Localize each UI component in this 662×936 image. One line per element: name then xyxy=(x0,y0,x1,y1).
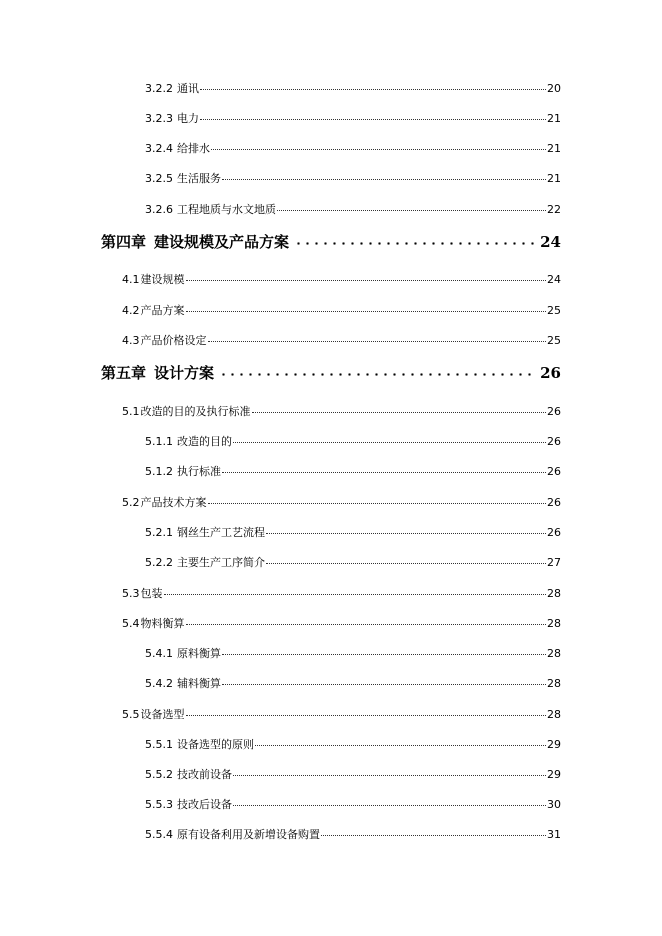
toc-entry-5-2[interactable] xyxy=(122,494,561,510)
toc-page-number: 20 xyxy=(547,82,561,95)
dot-leader xyxy=(233,767,546,778)
toc-number: 5.4.2 xyxy=(145,677,173,690)
chapter-title: 建设规模及产品方案 xyxy=(154,232,290,251)
toc-entry-3-2-2[interactable] xyxy=(145,80,561,96)
toc-title: 设备选型的原则 xyxy=(177,738,254,751)
toc-title: 给排水 xyxy=(177,142,210,155)
toc-page-number: 21 xyxy=(547,142,561,155)
toc-number: 5.5.2 xyxy=(145,768,173,781)
dot-leader xyxy=(211,141,546,152)
toc-entry-5-4-2[interactable] xyxy=(145,675,561,691)
toc-number: 5.2 xyxy=(122,496,140,509)
toc-number: 5.5 xyxy=(122,708,140,721)
toc-number: 5.5.4 xyxy=(145,828,173,841)
toc-page-number: 22 xyxy=(547,203,561,216)
dot-leader xyxy=(186,707,547,718)
toc-number: 4.1 xyxy=(122,273,140,286)
toc-entry-5-5-3[interactable] xyxy=(145,796,561,812)
dot-leader xyxy=(266,525,546,536)
toc-title: 改造的目的及执行标准 xyxy=(140,405,251,418)
toc-title: 产品技术方案 xyxy=(140,496,207,509)
dot-leader xyxy=(290,230,539,247)
toc-page-number: 31 xyxy=(547,828,561,841)
toc-entry-5-1[interactable] xyxy=(122,403,561,419)
toc-title: 技改前设备 xyxy=(177,768,232,781)
toc-entry-5-1-1[interactable] xyxy=(145,433,561,449)
toc-number: 5.1.2 xyxy=(145,465,173,478)
dot-leader xyxy=(164,586,547,597)
toc-title: 辅料衡算 xyxy=(177,677,221,690)
toc-number: 5.3 xyxy=(122,587,140,600)
toc-number: 5.2.1 xyxy=(145,526,173,539)
toc-number: 5.5.3 xyxy=(145,798,173,811)
toc-entry-4-3[interactable] xyxy=(122,332,561,348)
toc-title: 技改后设备 xyxy=(177,798,232,811)
toc-page-number: 29 xyxy=(547,738,561,751)
dot-leader xyxy=(215,361,539,378)
toc-number: 4.3 xyxy=(122,334,140,347)
toc-entry-5-5[interactable] xyxy=(122,706,561,722)
toc-page-number: 26 xyxy=(547,526,561,539)
toc-number: 5.5.1 xyxy=(145,738,173,751)
toc-title: 生活服务 xyxy=(177,172,221,185)
toc-page-number: 28 xyxy=(547,587,561,600)
toc-title: 产品方案 xyxy=(140,304,185,317)
toc-number: 3.2.2 xyxy=(145,82,173,95)
toc-entry-3-2-5[interactable] xyxy=(145,170,561,186)
toc-title: 工程地质与水文地质 xyxy=(177,203,276,216)
toc-entry-5-5-4[interactable] xyxy=(145,826,561,842)
toc-entry-4-1[interactable] xyxy=(122,271,561,287)
dot-leader xyxy=(277,202,546,213)
toc-title: 包装 xyxy=(140,587,163,600)
toc-entry-3-2-4[interactable] xyxy=(145,140,561,156)
dot-leader xyxy=(233,434,546,445)
toc-entry-5-5-2[interactable] xyxy=(145,766,561,782)
toc-page-number: 26 xyxy=(547,405,561,418)
toc-number: 3.2.3 xyxy=(145,112,173,125)
toc-number: 5.4.1 xyxy=(145,647,173,660)
toc-page-number: 29 xyxy=(547,768,561,781)
toc-title: 通讯 xyxy=(177,82,199,95)
toc-title: 建设规模 xyxy=(140,273,185,286)
dot-leader xyxy=(222,464,546,475)
dot-leader xyxy=(186,303,547,314)
toc-entry-5-1-2[interactable] xyxy=(145,463,561,479)
toc-title: 原料衡算 xyxy=(177,647,221,660)
toc-title: 主要生产工序简介 xyxy=(177,556,265,569)
toc-title: 产品价格设定 xyxy=(140,334,207,347)
toc-page-number: 30 xyxy=(547,798,561,811)
toc-entry-3-2-3[interactable] xyxy=(145,110,561,126)
dot-leader xyxy=(233,797,546,808)
toc-page-number: 24 xyxy=(547,273,561,286)
dot-leader xyxy=(186,272,547,283)
chapter-number: 第四章 xyxy=(101,232,147,251)
toc-number: 5.1.1 xyxy=(145,435,173,448)
toc-number: 3.2.6 xyxy=(145,203,173,216)
toc-title: 原有设备利用及新增设备购置 xyxy=(177,828,320,841)
toc-title: 钢丝生产工艺流程 xyxy=(177,526,265,539)
dot-leader xyxy=(200,81,546,92)
toc-title: 电力 xyxy=(177,112,199,125)
toc-number: 5.1 xyxy=(122,405,140,418)
toc-number: 3.2.4 xyxy=(145,142,173,155)
toc-page-number: 28 xyxy=(547,677,561,690)
toc-number: 4.2 xyxy=(122,304,140,317)
chapter-title: 设计方案 xyxy=(154,363,215,382)
toc-page-number: 28 xyxy=(547,617,561,630)
dot-leader xyxy=(200,111,546,122)
toc-chapter-4[interactable] xyxy=(101,230,561,252)
toc-title: 改造的目的 xyxy=(177,435,232,448)
toc-page-number: 28 xyxy=(547,708,561,721)
toc-title: 物料衡算 xyxy=(140,617,185,630)
toc-entry-5-3[interactable] xyxy=(122,585,561,601)
toc-page-number: 21 xyxy=(547,172,561,185)
dot-leader xyxy=(222,646,546,657)
toc-entry-5-4[interactable] xyxy=(122,615,561,631)
toc-page-number: 24 xyxy=(540,232,561,251)
toc-page-number: 25 xyxy=(547,334,561,347)
toc-page-number: 26 xyxy=(547,496,561,509)
dot-leader xyxy=(208,495,547,506)
toc-title: 设备选型 xyxy=(140,708,185,721)
chapter-number: 第五章 xyxy=(101,363,147,382)
toc-page-number: 25 xyxy=(547,304,561,317)
toc-page-number: 26 xyxy=(540,363,561,382)
toc-chapter-5[interactable] xyxy=(101,361,561,383)
toc-entry-3-2-6[interactable] xyxy=(145,201,561,217)
toc-page-number: 26 xyxy=(547,435,561,448)
dot-leader xyxy=(252,404,547,415)
dot-leader xyxy=(222,171,546,182)
toc-number: 5.2.2 xyxy=(145,556,173,569)
toc-title: 执行标准 xyxy=(177,465,221,478)
toc-page-number: 28 xyxy=(547,647,561,660)
toc-entry-4-2[interactable] xyxy=(122,302,561,318)
dot-leader xyxy=(266,555,546,566)
toc-entry-5-5-1[interactable] xyxy=(145,736,561,752)
dot-leader xyxy=(321,827,546,838)
dot-leader xyxy=(208,333,547,344)
toc-entry-5-2-1[interactable] xyxy=(145,524,561,540)
toc-number: 5.4 xyxy=(122,617,140,630)
dot-leader xyxy=(222,676,546,687)
dot-leader xyxy=(186,616,547,627)
toc-page-number: 21 xyxy=(547,112,561,125)
dot-leader xyxy=(255,737,546,748)
toc-number: 3.2.5 xyxy=(145,172,173,185)
toc-entry-5-2-2[interactable] xyxy=(145,554,561,570)
toc-entry-5-4-1[interactable] xyxy=(145,645,561,661)
toc-page-number: 26 xyxy=(547,465,561,478)
toc-page-number: 27 xyxy=(547,556,561,569)
